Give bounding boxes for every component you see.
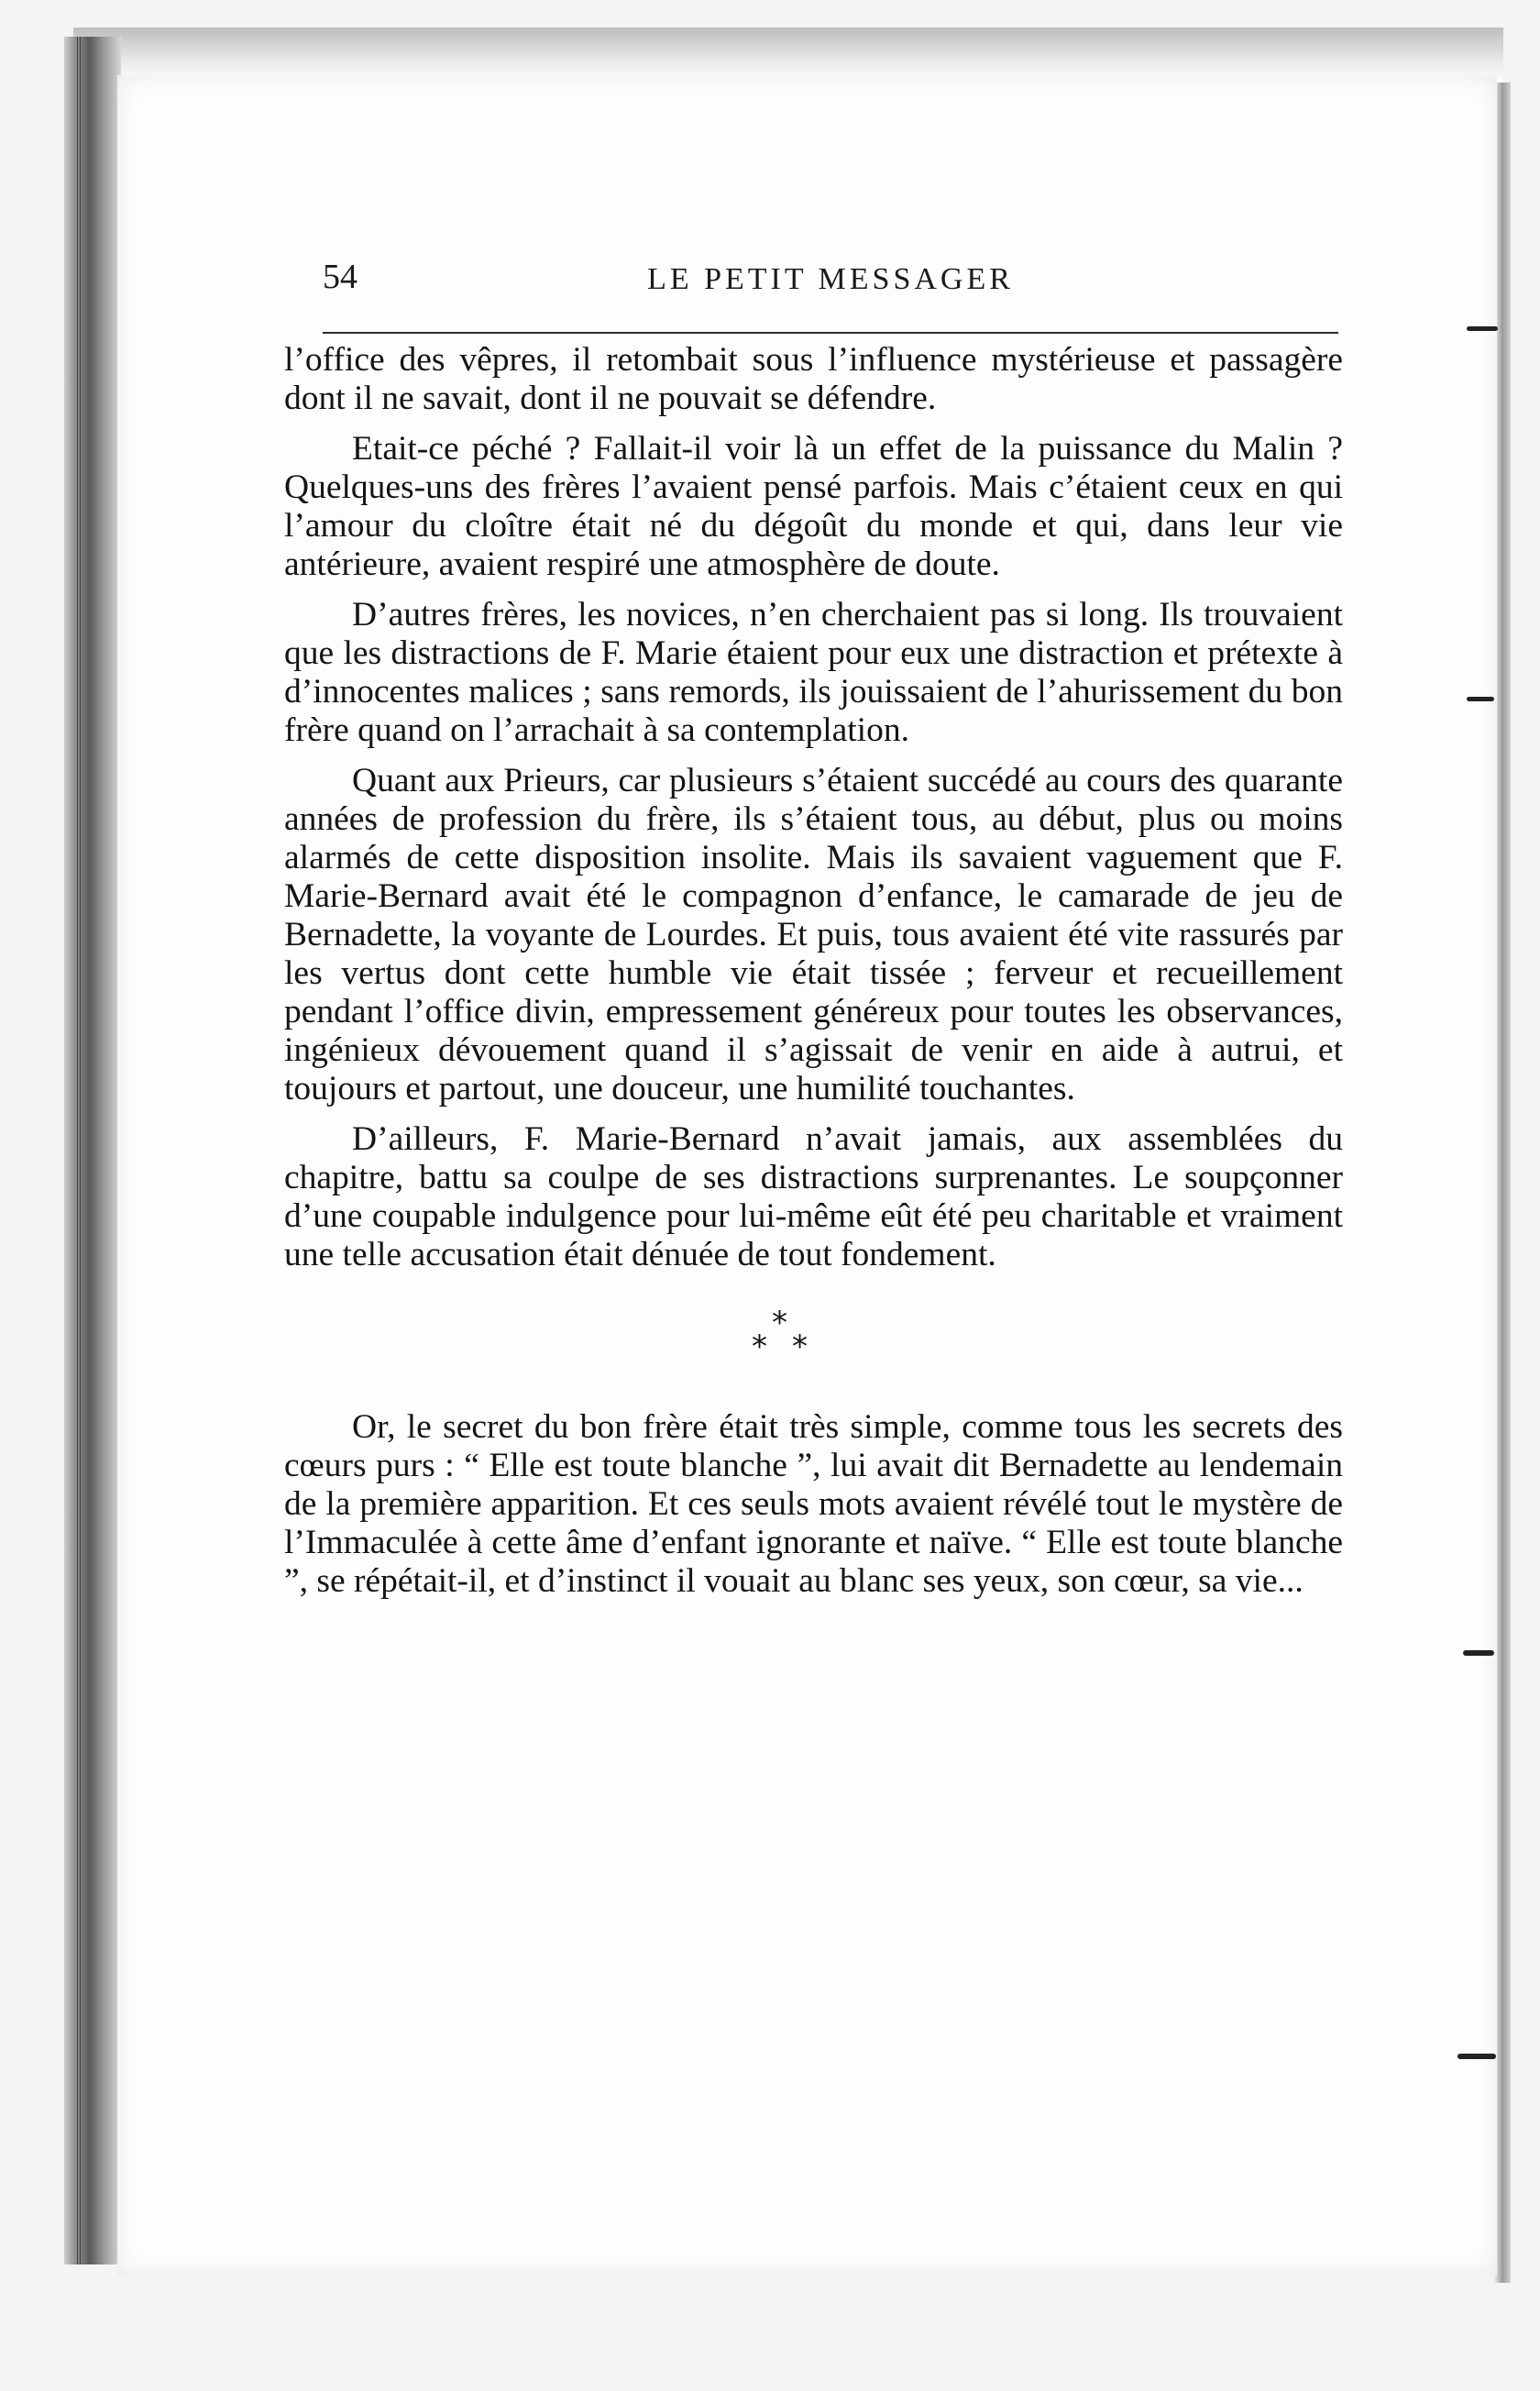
paragraph: D’ailleurs, F. Marie-Bernard n’avait jamais, aux assemblées du chapitre, battu sa coulpe de ses distractions surprenantes. Le soupçonner d’une coupable indulgence pour lui-même eût été peu charitable et vraiment une telle accusation était dénuée de tout fondement.: [284, 1120, 1343, 1273]
body-text: [284, 341, 1343, 1613]
section-asterism: [284, 1291, 1343, 1392]
margin-mark: [1458, 2054, 1496, 2059]
asterism-star: *: [792, 1328, 808, 1365]
book-top-edge: [73, 28, 1503, 83]
book-spine-edge: [64, 37, 121, 2264]
paragraph: l’office des vêpres, il retombait sous l’influence mystérieuse et passagère dont il ne savait, dont il ne pouvait se défendre.: [284, 341, 1343, 417]
margin-mark: [1467, 326, 1498, 331]
margin-mark: [1467, 697, 1494, 701]
paragraph: Etait-ce péché ? Fallait-il voir là un effet de la puissance du Malin ? Quelques-uns des frères l’avaient pensé parfois. Mais c’étaient ceux en qui l’amour du cloître était né du dégoût du monde et qui, dans leur vie antérieure, avaient respiré une atmosphère de doute.: [284, 430, 1343, 583]
paragraph: Quant aux Prieurs, car plusieurs s’étaient succédé au cours des quarante années de profession du frère, ils s’étaient tous, au début, plus ou moins alarmés de cette disposition insolite. Mais ils savaient vaguement que F. Marie-Bernard avait été le compagnon d’enfance, le camarade de jeu de Bernadette, la voyante de Lourdes. Et puis, tous avaient été vite rassurés par les vertus dont cette humble vie était tissée ; ferveur et recueillement pendant l’office divin, empressement généreux pour toutes les observances, ingénieux dévouement quand il s’agissait de venir en aide à autrui, et toujours et partout, une douceur, une humilité touchantes.: [284, 762, 1343, 1107]
page-number: 54: [323, 258, 358, 296]
page-header: [323, 257, 1338, 312]
paragraph: D’autres frères, les novices, n’en cherchaient pas si long. Ils trouvaient que les distractions de F. Marie étaient pour eux une distraction et prétexte à d’innocentes malices ; sans remords, ils jouissaient de l’ahurissement du bon frère quand on l’arrachait à sa contemplation.: [284, 596, 1343, 749]
running-title: LE PETIT MESSAGER: [647, 262, 1014, 296]
asterism-star: *: [752, 1328, 767, 1365]
asterism-star: *: [772, 1305, 787, 1341]
margin-mark: [1463, 1650, 1494, 1656]
paragraph: Or, le secret du bon frère était très simple, comme tous les secrets des cœurs purs : “ Elle est toute blanche ”, lui avait dit Bernadette au lendemain de la première apparition. Et ces seuls mots avaient révélé tout le mystère de l’Immaculée à cette âme d’enfant ignorante et naïve. “ Elle est toute blanche ”, se répétait-il, et d’instinct il vouait au blanc ses yeux, son cœur, sa vie...: [284, 1408, 1343, 1600]
header-rule: [323, 332, 1338, 334]
